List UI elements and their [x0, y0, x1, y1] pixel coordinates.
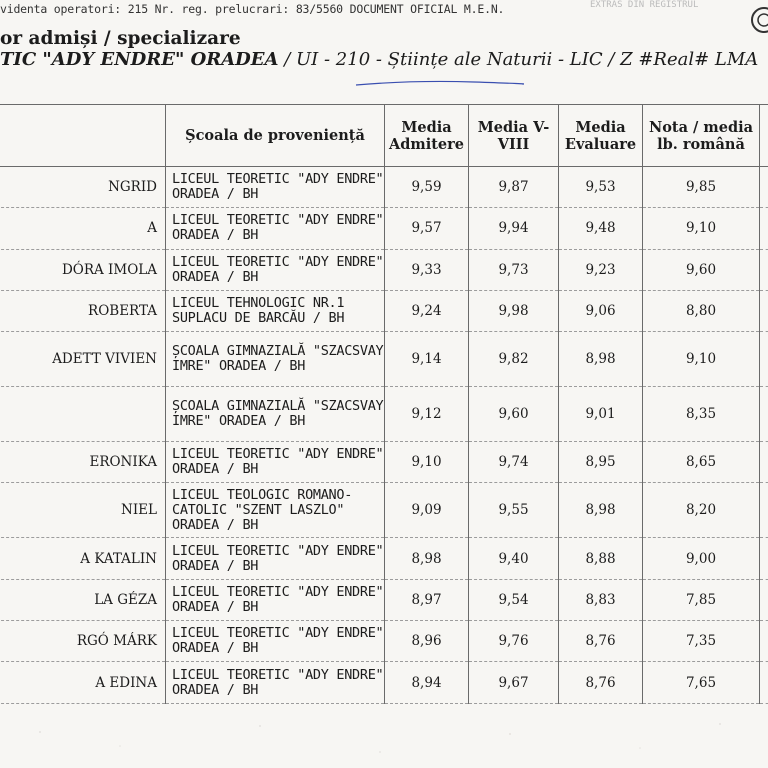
column-header-media-admitere: Media Admitere	[385, 105, 469, 167]
table-row	[0, 249, 768, 290]
nota-romana: 9,00	[643, 538, 760, 579]
nota-romana: 8,35	[643, 387, 760, 442]
nota-romana: 7,85	[643, 579, 760, 620]
extra-cell	[760, 387, 768, 442]
student-name: A KATALIN	[0, 538, 166, 579]
student-name: ERONIKA	[0, 442, 166, 483]
media-admitere: 9,09	[385, 483, 469, 538]
nota-romana: 7,65	[643, 662, 760, 703]
school-of-origin: LICEUL TEHNOLOGIC NR.1 SUPLACU DE BARCĂU / BH	[166, 290, 385, 331]
media-v-viii: 9,98	[469, 290, 559, 331]
media-v-viii: 9,40	[469, 538, 559, 579]
extra-cell	[760, 208, 768, 249]
media-admitere: 9,24	[385, 290, 469, 331]
media-admitere: 9,10	[385, 442, 469, 483]
table-row	[0, 662, 768, 703]
school-of-origin: ȘCOALA GIMNAZIALĂ "SZACSVAY IMRE" ORADEA / BH	[166, 387, 385, 442]
nota-romana: 9,60	[643, 249, 760, 290]
media-admitere: 8,97	[385, 579, 469, 620]
nota-romana: 9,85	[643, 167, 760, 208]
student-name: RGÓ MÁRK	[0, 621, 166, 662]
column-header-name	[0, 105, 166, 167]
table-row	[0, 387, 768, 442]
school-of-origin: LICEUL TEORETIC "ADY ENDRE" ORADEA / BH	[166, 208, 385, 249]
extra-cell	[760, 442, 768, 483]
school-name: TIC "ADY ENDRE" ORADEA	[0, 49, 279, 70]
page-subtitle	[0, 49, 758, 70]
student-name: A	[0, 208, 166, 249]
media-evaluare: 8,95	[559, 442, 643, 483]
media-admitere: 9,59	[385, 167, 469, 208]
pen-underline	[354, 76, 524, 90]
media-v-viii: 9,73	[469, 249, 559, 290]
media-evaluare: 8,98	[559, 483, 643, 538]
media-v-viii: 9,54	[469, 579, 559, 620]
media-evaluare: 8,76	[559, 621, 643, 662]
school-of-origin: LICEUL TEOLOGIC ROMANO-CATOLIC "SZENT LASZLO" ORADEA / BH	[166, 483, 385, 538]
media-evaluare: 9,53	[559, 167, 643, 208]
media-v-viii: 9,55	[469, 483, 559, 538]
table-row	[0, 332, 768, 387]
nota-romana: 9,10	[643, 208, 760, 249]
extra-cell	[760, 538, 768, 579]
media-evaluare: 8,83	[559, 579, 643, 620]
media-v-viii: 9,82	[469, 332, 559, 387]
nota-romana: 8,20	[643, 483, 760, 538]
specialization-line: / UI - 210 - Științe ale Naturii - LIC / Z #Real# LMA	[278, 49, 759, 70]
student-name: NGRID	[0, 167, 166, 208]
student-name: ADETT VIVIEN	[0, 332, 166, 387]
media-evaluare: 8,88	[559, 538, 643, 579]
media-admitere: 8,96	[385, 621, 469, 662]
table-row	[0, 621, 768, 662]
school-of-origin: LICEUL TEORETIC "ADY ENDRE" ORADEA / BH	[166, 167, 385, 208]
column-header-nota-romana: Nota / media lb. română	[643, 105, 760, 167]
media-v-viii: 9,60	[469, 387, 559, 442]
media-admitere: 9,12	[385, 387, 469, 442]
admitted-students-table	[0, 104, 768, 704]
nota-romana: 8,65	[643, 442, 760, 483]
nota-romana: 8,80	[643, 290, 760, 331]
nota-romana: 7,35	[643, 621, 760, 662]
media-v-viii: 9,87	[469, 167, 559, 208]
school-of-origin: LICEUL TEORETIC "ADY ENDRE" ORADEA / BH	[166, 579, 385, 620]
media-v-viii: 9,67	[469, 662, 559, 703]
nota-romana: 9,10	[643, 332, 760, 387]
extra-cell	[760, 290, 768, 331]
student-name: DÓRA IMOLA	[0, 249, 166, 290]
student-name: NIEL	[0, 483, 166, 538]
extra-cell	[760, 662, 768, 703]
extra-cell	[760, 332, 768, 387]
media-evaluare: 9,23	[559, 249, 643, 290]
table-row	[0, 290, 768, 331]
document-header-line: videnta operatori: 215 Nr. reg. prelucrari: 83/5560 DOCUMENT OFICIAL M.E.N.	[0, 2, 505, 16]
media-admitere: 8,98	[385, 538, 469, 579]
page-title: or admiși / specializare	[0, 28, 241, 49]
school-of-origin: LICEUL TEORETIC "ADY ENDRE" ORADEA / BH	[166, 442, 385, 483]
school-of-origin: LICEUL TEORETIC "ADY ENDRE" ORADEA / BH	[166, 249, 385, 290]
seal-fragment-icon	[744, 4, 768, 40]
extra-cell	[760, 167, 768, 208]
table-row	[0, 208, 768, 249]
faded-stamp-text: EXTRAS DIN REGISTRUL	[590, 0, 699, 10]
column-header-media-v-viii: Media V-VIII	[469, 105, 559, 167]
extra-cell	[760, 483, 768, 538]
school-of-origin: LICEUL TEORETIC "ADY ENDRE" ORADEA / BH	[166, 538, 385, 579]
media-evaluare: 9,48	[559, 208, 643, 249]
paper-texture	[0, 712, 768, 768]
extra-cell	[760, 249, 768, 290]
extra-cell	[760, 579, 768, 620]
media-admitere: 8,94	[385, 662, 469, 703]
media-evaluare: 9,01	[559, 387, 643, 442]
table-row	[0, 538, 768, 579]
media-evaluare: 9,06	[559, 290, 643, 331]
media-v-viii: 9,76	[469, 621, 559, 662]
media-evaluare: 8,76	[559, 662, 643, 703]
media-v-viii: 9,74	[469, 442, 559, 483]
student-name: A EDINA	[0, 662, 166, 703]
media-evaluare: 8,98	[559, 332, 643, 387]
extra-cell	[760, 621, 768, 662]
table-row	[0, 483, 768, 538]
table-header-row	[0, 105, 768, 167]
column-header-media-evaluare: Media Evaluare	[559, 105, 643, 167]
school-of-origin: LICEUL TEORETIC "ADY ENDRE" ORADEA / BH	[166, 662, 385, 703]
student-name	[0, 387, 166, 442]
media-admitere: 9,57	[385, 208, 469, 249]
table-row	[0, 579, 768, 620]
column-header-extra	[760, 105, 768, 167]
column-header-school: Școala de proveniență	[166, 105, 385, 167]
school-of-origin: LICEUL TEORETIC "ADY ENDRE" ORADEA / BH	[166, 621, 385, 662]
student-name: LA GÉZA	[0, 579, 166, 620]
media-admitere: 9,14	[385, 332, 469, 387]
media-admitere: 9,33	[385, 249, 469, 290]
school-of-origin: ȘCOALA GIMNAZIALĂ "SZACSVAY IMRE" ORADEA / BH	[166, 332, 385, 387]
student-name: ROBERTA	[0, 290, 166, 331]
table-row	[0, 167, 768, 208]
media-v-viii: 9,94	[469, 208, 559, 249]
table-row	[0, 442, 768, 483]
